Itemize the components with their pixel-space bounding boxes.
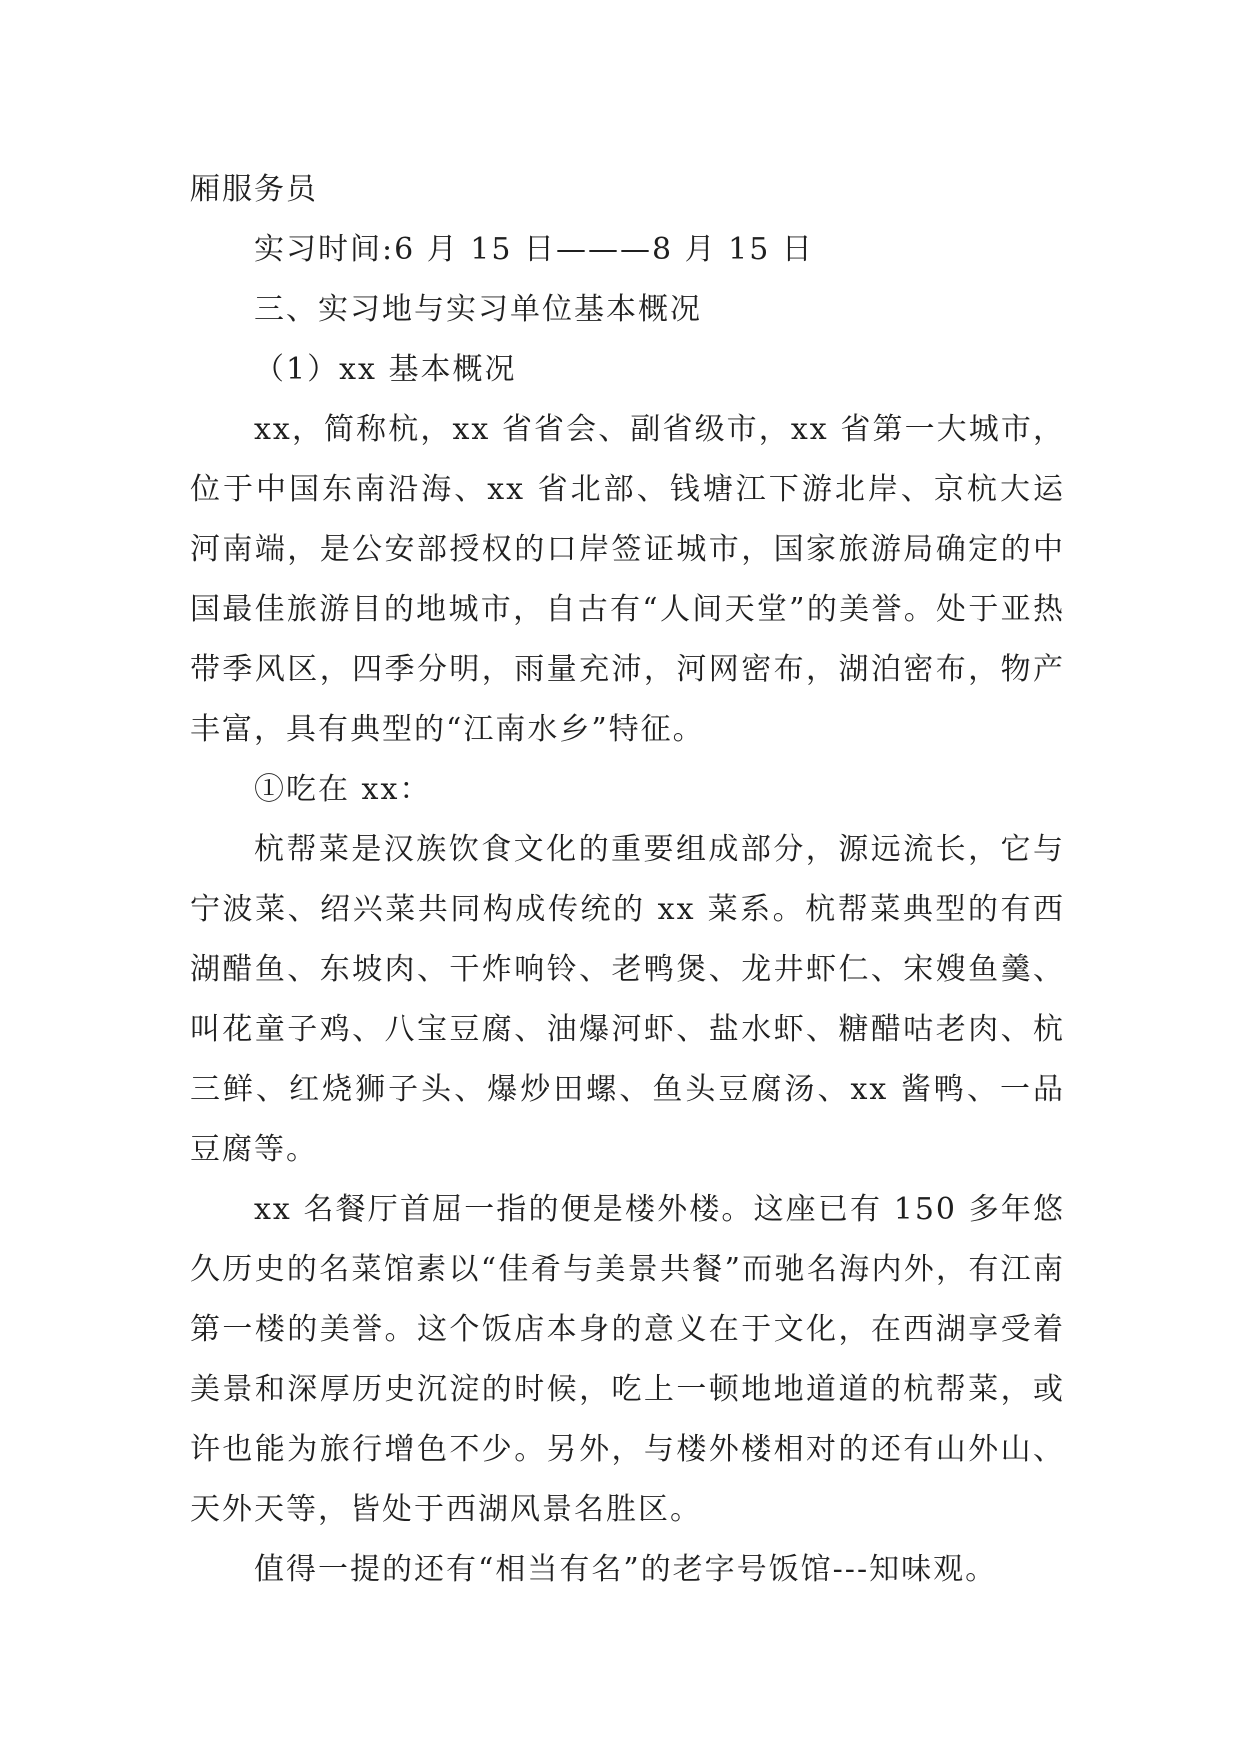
item-heading-food: ①吃在 xx： — [254, 772, 432, 807]
paragraph-cuisine: 杭帮菜是汉族饮食文化的重要组成部分，源远流长，它与宁波菜、绍兴菜共同构成传统的 xx 菜系。杭帮菜典型的有西湖醋鱼、东坡肉、干炸响铃、老鸭煲、龙井虾仁、宋嫂鱼羹、叫花童子鸡、八宝豆腐、油爆河虾、盐水虾、糖醋咕老肉、杭三鲜、红烧狮子头、爆炒田螺、鱼头豆腐汤、xx 酱鸭、一品豆腐等。 — [190, 832, 1065, 1167]
paragraph-city-description: xx，简称杭，xx 省省会、副省级市，xx 省第一大城市，位于中国东南沿海、xx 省北部、钱塘江下游北岸、京杭大运河南端，是公安部授权的口岸签证城市，国家旅游局确定的中国最佳旅游目的地城市，自古有“人间天堂”的美誉。处于亚热带季风区，四季分明，雨量充沛，河网密布，湖泊密布，物产丰富，具有典型的“江南水乡”特征。 — [190, 412, 1065, 747]
paragraph-continuation: 厢服务员 — [190, 172, 318, 207]
paragraph-internship-period: 实习时间:6 月 15 日———8 月 15 日 — [254, 232, 814, 267]
subsection-heading-city-overview: （1）xx 基本概况 — [254, 352, 517, 387]
paragraph-old-brand: 值得一提的还有“相当有名”的老字号饭馆---知味观。 — [254, 1552, 998, 1587]
document-body — [190, 160, 1065, 1600]
paragraph-restaurant: xx 名餐厅首屈一指的便是楼外楼。这座已有 150 多年悠久历史的名菜馆素以“佳肴与美景共餐”而驰名海内外，有江南第一楼的美誉。这个饭店本身的意义在于文化，在西湖享受着美景和深厚历史沉淀的时候，吃上一顿地地道道的杭帮菜，或许也能为旅行增色不少。另外，与楼外楼相对的还有山外山、天外天等，皆处于西湖风景名胜区。 — [190, 1192, 1065, 1527]
section-heading-overview: 三、实习地与实习单位基本概况 — [254, 292, 702, 327]
